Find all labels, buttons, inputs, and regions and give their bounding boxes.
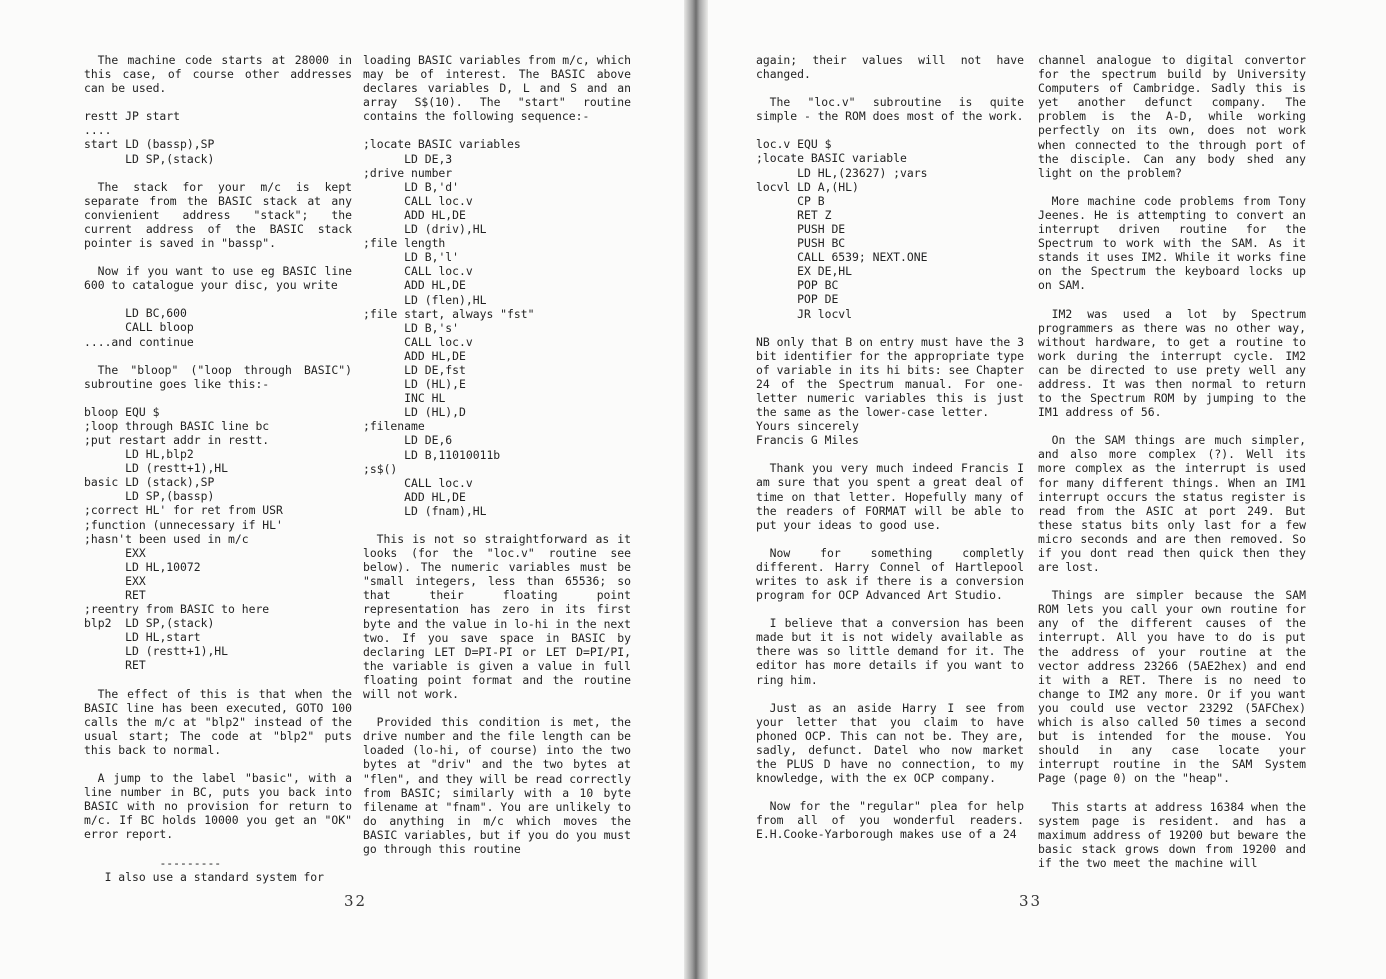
right-page-column-2 [1038, 53, 1313, 884]
right-page-column-1 [756, 53, 1031, 856]
paragraph: A jump to the label "basic", with a line number in BC, puts you back into BASIC with no provision for return to m/c. If BC holds 10000 you get an "OK" error report. [84, 771, 359, 842]
paragraph: Provided this condition is met, the drive number and the file length can be loaded (lo-hi, of course) into the two bytes at "driv" and the two bytes at "flen", and they will be read correctly from BASIC; similarly with a 10 byte filename at "fnam". You are unlikely to do anything in m/c which moves the BASIC variables, but if you do you must go through this routine [363, 715, 638, 856]
paragraph: More machine code problems from Tony Jeenes. He is attempting to convert an interrupt driven routine for the Spectrum to work with the SAM. As it stands it uses IM2. While it works fine on the Spectrum the keyboard locks up on SAM. [1038, 193, 1313, 293]
code-listing: restt JP start .... start LD (bassp),SP LD SP,(stack) [84, 109, 215, 166]
paragraph: NB only that B on entry must have the 3 bit identifier for the appropriate type of variable in its hi bits: see Chapter 24 of the Spectrum manual. For one-letter numeric variables this is just the same as the lower-case letter. Yours sincerely Francis G Miles [756, 334, 1024, 448]
page-number-left: 32 [344, 892, 368, 910]
left-page-column-1 [84, 53, 359, 898]
paragraph: The effect of this is that when the BASIC line has been executed, GOTO 100 calls the m/c at "blp2" instead of the usual start; The code at "blp2" puts this back to normal. [84, 686, 359, 757]
right-page [696, 0, 1386, 979]
paragraph: Thank you very much indeed Francis I am sure that you spent a great deal of time on that letter. Hopefully many of the readers of FORMAT will be able to put your ideas to good use. [756, 461, 1031, 532]
paragraph: Now if you want to use eg BASIC line 600 to catalogue your disc, you write [84, 264, 359, 293]
paragraph: I believe that a conversion has been made but it is not widely available as there was so little demand for it. The editor has more details if you want to ring him. [756, 616, 1031, 687]
code-listing: bloop EQU $ ;loop through BASIC line bc ;put restart addr in restt. LD HL,blp2 LD (restt+1),HL basic LD (stack),SP LD SP,(bassp) ;correct HL' for ret from USR ;function (unnecessary if HL' ;hasn't been used in m/c EXX LD HL,10072 EXX RET ;reentry from BASIC to here blp2 LD SP,(stack) LD HL,start LD (restt+1),HL RET [84, 404, 283, 673]
paragraph: again; their values will not have changed. [756, 53, 1031, 82]
paragraph: The "bloop" ("loop through BASIC") subroutine goes like this:- [84, 362, 359, 391]
paragraph: Now for the "regular" plea for help from all of you wonderful readers. E.H.Cooke-Yarborough makes use of a 24 [756, 799, 1031, 842]
code-listing: --------- I also use a standard system for [104, 855, 325, 884]
paragraph: channel analogue to digital convertor for the spectrum build by University Computers of Cambridge. Sadly this is yet another defunct company. The problem is the A-D, while working perfectly on its own, does not work when connected to the through port of the disciple. Can any body shed any light on the problem? [1038, 53, 1313, 180]
paragraph: Just as an aside Harry I see from your letter that you claim to have phoned OCP. This can not be. They are, sadly, defunct. Datel who now market the PLUS D have no connection, to my knowledge, with the ex OCP company. [756, 700, 1031, 786]
left-page-column-2 [363, 53, 638, 870]
paragraph: This is not so straightforward as it looks (for the "loc.v" routine see below). The numeric variables must be "small integers, less than 65536; so that their floating point representation has zero in its first byte and the value in lo-hi in the next two. If you save space in BASIC by declaring LET D=PI-PI or LET D=PI/PI, the variable is given a value in full floating point format and the routine will not work. [363, 532, 638, 702]
code-listing: ;locate BASIC variables LD DE,3 ;drive number LD B,'d' CALL loc.v ADD HL,DE LD (driv),HL ;file length LD B,'l' CALL loc.v ADD HL,DE LD (flen),HL ;file start, always "fst" LD B,'s' CALL loc.v ADD HL,DE LD DE,fst LD (HL),E INC HL LD (HL),D ;filename LD DE,6 LD B,11010011b ;s$() CALL loc.v ADD HL,DE LD (fnam),HL [363, 137, 535, 518]
book-gutter [684, 0, 708, 979]
paragraph: Now for something completly different. Harry Connel of Hartlepool writes to ask if there is a conversion program for OCP Advanced Art Studio. [756, 545, 1031, 603]
paragraph: The "loc.v" subroutine is quite simple - the ROM does most of the work. [756, 95, 1031, 124]
page-number-right: 33 [1019, 892, 1043, 910]
paragraph: IM2 was used a lot by Spectrum programmers as there was no other way, without hardware, to get a routine to work during the interrupt cycle. IM2 can be directed to use prety well any address. It was then normal to return to the Spectrum ROM by jumping to the IM1 address of 56. [1038, 306, 1313, 420]
left-page [0, 0, 690, 979]
code-listing: loc.v EQU $ ;locate BASIC variable LD HL,(23627) ;vars locvl LD A,(HL) CP B RET Z PUSH DE PUSH BC CALL 6539; NEXT.ONE EX DE,HL POP BC POP DE JR locvl [756, 137, 928, 321]
paragraph: This starts at address 16384 when the system page is resident. and has a maximum address of 19200 but beware the basic stack grows down from 19200 and if the two meet the machine will [1038, 799, 1313, 870]
code-listing: LD BC,600 CALL bloop ....and continue [84, 306, 194, 349]
paragraph: Things are simpler because the SAM ROM lets you call your own routine for any of the different causes of the interrupt. All you have to do is put the address of your routine at the vector address 23266 (5AE2hex) and end it with a RET. There is no need to change to IM2 any more. Or if you want you could use vector 23292 (5AFChex) which is also called 50 times a second but is intended for the mouse. You should in any case locate your interrupt routine in the SAM System Page (page 0) on the "heap". [1038, 588, 1313, 786]
paragraph: loading BASIC variables from m/c, which may be of interest. The BASIC above declares variables D, L and S and an array S$(10). The "start" routine contains the following sequence:- [363, 53, 638, 124]
paragraph: The machine code starts at 28000 in this case, of course other addresses can be used. [84, 53, 359, 96]
paragraph: The stack for your m/c is kept separate from the BASIC stack at any convienient address "stack"; the current address of the BASIC stack pointer is saved in "bassp". [84, 179, 359, 251]
paragraph: On the SAM things are much simpler, and also more complex (?). Well its more complex as the interrupt is used for many different things. When an IM1 interrupt occurs the status register is read from the ASIC at port 249. But these status bits only last for a few micro seconds and are then removed. So if you dont read then quick then they are lost. [1038, 433, 1313, 575]
